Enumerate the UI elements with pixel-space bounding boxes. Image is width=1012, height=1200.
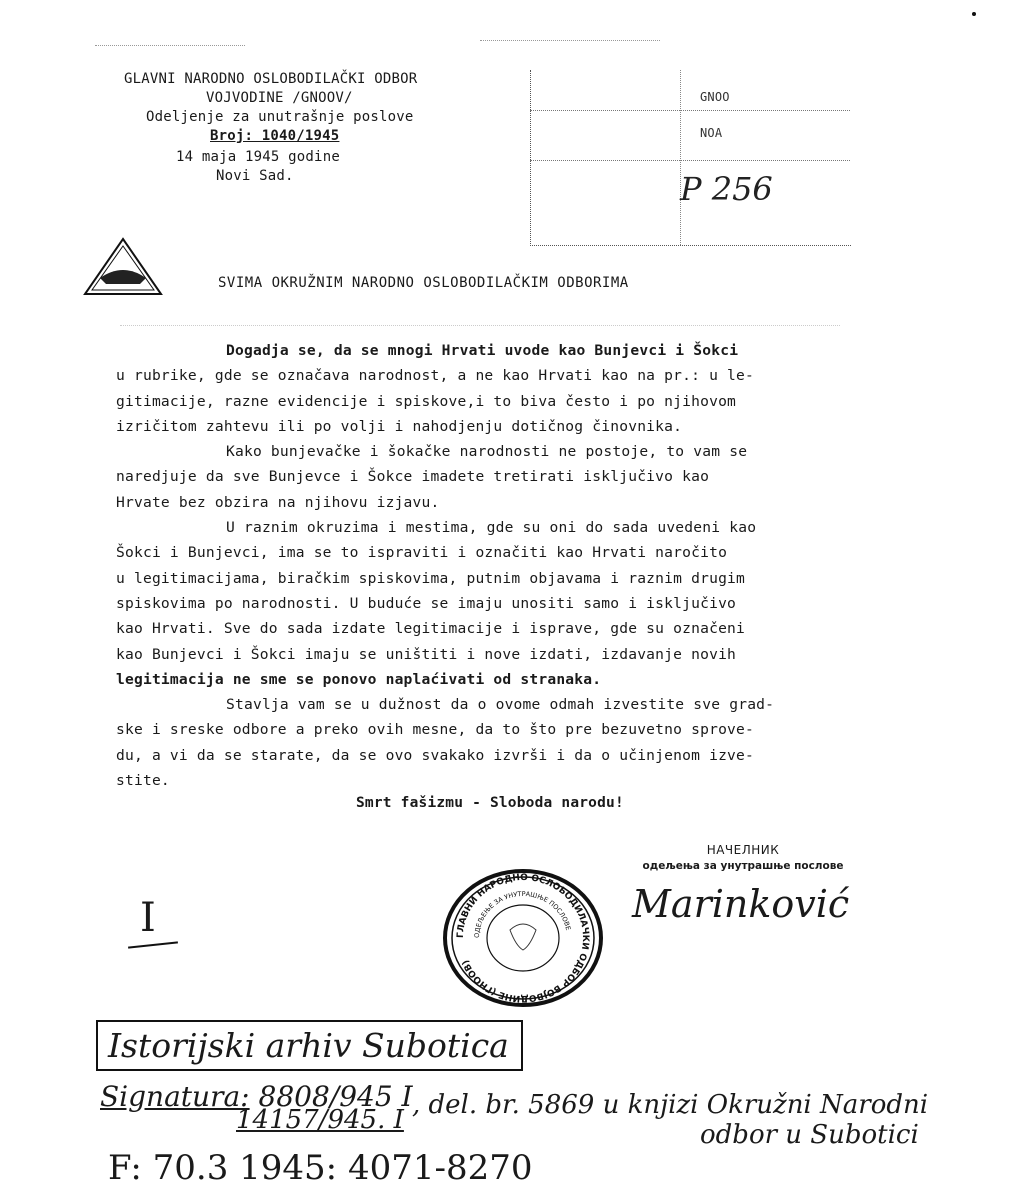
body-line: ske i sreske odbore a preko ovih mesne, da to što pre bezuvetno sprove- bbox=[116, 721, 755, 739]
registry-stamp bbox=[530, 70, 850, 245]
archive-del-text: , del. br. 5869 u knjizi Okružni Narodni bbox=[412, 1090, 929, 1120]
letterhead bbox=[120, 70, 500, 186]
body-line: stite. bbox=[116, 772, 170, 790]
body-line: Hrvate bez obzira na njihovu izjavu. bbox=[116, 493, 440, 511]
scan-noise bbox=[120, 325, 840, 326]
archive-name-box bbox=[96, 1020, 523, 1071]
body-line: naredjuje da sve Bunjevce i Šokce imadete tretirati isključivo kao bbox=[116, 468, 710, 486]
round-seal-icon bbox=[438, 868, 608, 1008]
body-line: kao Hrvati. Sve do sada izdate legitimacije i isprave, gde su označeni bbox=[116, 620, 746, 638]
addressee: SVIMA OKRUŽNIM NARODNO OSLOBODILAČKIM ODBORIMA bbox=[218, 275, 629, 291]
seal-outer-text: ГЛАВНИ НАРОДНО ОСЛОБОДИЛАЧКИ ОДБОР ВОЈВОДИНЕ (ГНООВ) bbox=[455, 872, 591, 1004]
triangle-emblem-icon bbox=[82, 236, 164, 298]
body-line: Šokci i Bunjevci, ima se to ispraviti i označiti kao Hrvati naročito bbox=[116, 544, 728, 562]
org-name-line1: GLAVNI NARODNO OSLOBODILAČKI ODBOR bbox=[124, 71, 418, 87]
archive-name: Istorijski arhiv Subotica bbox=[108, 1026, 509, 1065]
registry-handwritten-code: P 256 bbox=[680, 170, 773, 208]
signatura-values-2: 14157/945. I bbox=[236, 1105, 404, 1135]
signature-block bbox=[628, 843, 858, 926]
registry-stamp-line bbox=[680, 70, 681, 245]
signatura-values: 8808/945 I bbox=[258, 1080, 413, 1113]
registry-stamp-line bbox=[530, 160, 850, 161]
registry-stamp-line1: GNOO bbox=[700, 90, 730, 104]
body-line: U raznim okruzima i mestima, gde su oni do sada uvedeni kao bbox=[226, 519, 757, 537]
seal-inner-text: ОДЕЉЕЊЕ ЗА УНУТРАШЊЕ ПОСЛОВЕ bbox=[472, 889, 573, 939]
document-date: 14 maja 1945 godine bbox=[176, 149, 340, 165]
department-line: Odeljenje za unutrašnje poslove bbox=[146, 109, 414, 125]
document-place: Novi Sad. bbox=[216, 168, 294, 184]
roman-mark-underline bbox=[128, 941, 178, 948]
body-line: u legitimacijama, biračkim spiskovima, putnim objavama i raznim drugim bbox=[116, 569, 746, 587]
org-name-line2: VOJVODINE /GNOOV/ bbox=[206, 90, 353, 106]
scan-noise bbox=[95, 45, 245, 46]
scan-dot bbox=[972, 12, 976, 16]
letter-body bbox=[116, 338, 846, 793]
registry-stamp-line2: NOA bbox=[700, 126, 723, 140]
body-line: kao Bunjevci i Šokci imaju se uništiti i nove izdati, izdavanje novih bbox=[116, 645, 737, 663]
registry-stamp-line bbox=[530, 110, 850, 111]
body-line: Dogadja se, da se mnogi Hrvati uvode kao Bunjevci i Šokci bbox=[226, 342, 739, 359]
archive-fond: F: 70.3 1945: 4071-8270 bbox=[108, 1148, 533, 1188]
body-line: Kako bunjevačke i šokačke narodnosti ne postoje, to vam se bbox=[226, 443, 748, 461]
body-line: u rubrike, gde se označava narodnost, a ne kao Hrvati kao na pr.: u le- bbox=[116, 367, 755, 385]
document-number: Broj: 1040/1945 bbox=[210, 128, 340, 144]
body-line: spiskovima po narodnosti. U buduće se imaju unositi samo i isključivo bbox=[116, 594, 737, 612]
body-line: legitimacija ne sme se ponovo naplaćivati od stranaka. bbox=[116, 670, 602, 688]
scan-noise bbox=[480, 40, 660, 41]
archive-del-text-2: odbor u Subotici bbox=[700, 1120, 919, 1150]
signature: Marinković bbox=[632, 882, 850, 926]
body-line: Stavlja vam se u dužnost da o ovome odmah izvestite sve grad- bbox=[226, 696, 775, 714]
signatura-label: Signatura: bbox=[100, 1080, 250, 1113]
registry-stamp-frame bbox=[530, 70, 851, 246]
signatory-title: НАЧЕЛНИК bbox=[706, 843, 780, 857]
body-line: gitimacije, razne evidencije i spiskove,i to biva često i po njihovom bbox=[116, 392, 737, 410]
body-line: du, a vi da se starate, da se ovo svakako izvrši i da o učinjenom izve- bbox=[116, 746, 755, 764]
signatory-subtitle: одељења за унутрашње послове bbox=[642, 860, 844, 872]
closing-salutation: Smrt fašizmu - Sloboda narodu! bbox=[356, 795, 624, 811]
body-line: izričitom zahtevu ili po volji i nahodjenju dotičnog činovnika. bbox=[116, 417, 683, 435]
roman-mark: I bbox=[140, 895, 156, 941]
